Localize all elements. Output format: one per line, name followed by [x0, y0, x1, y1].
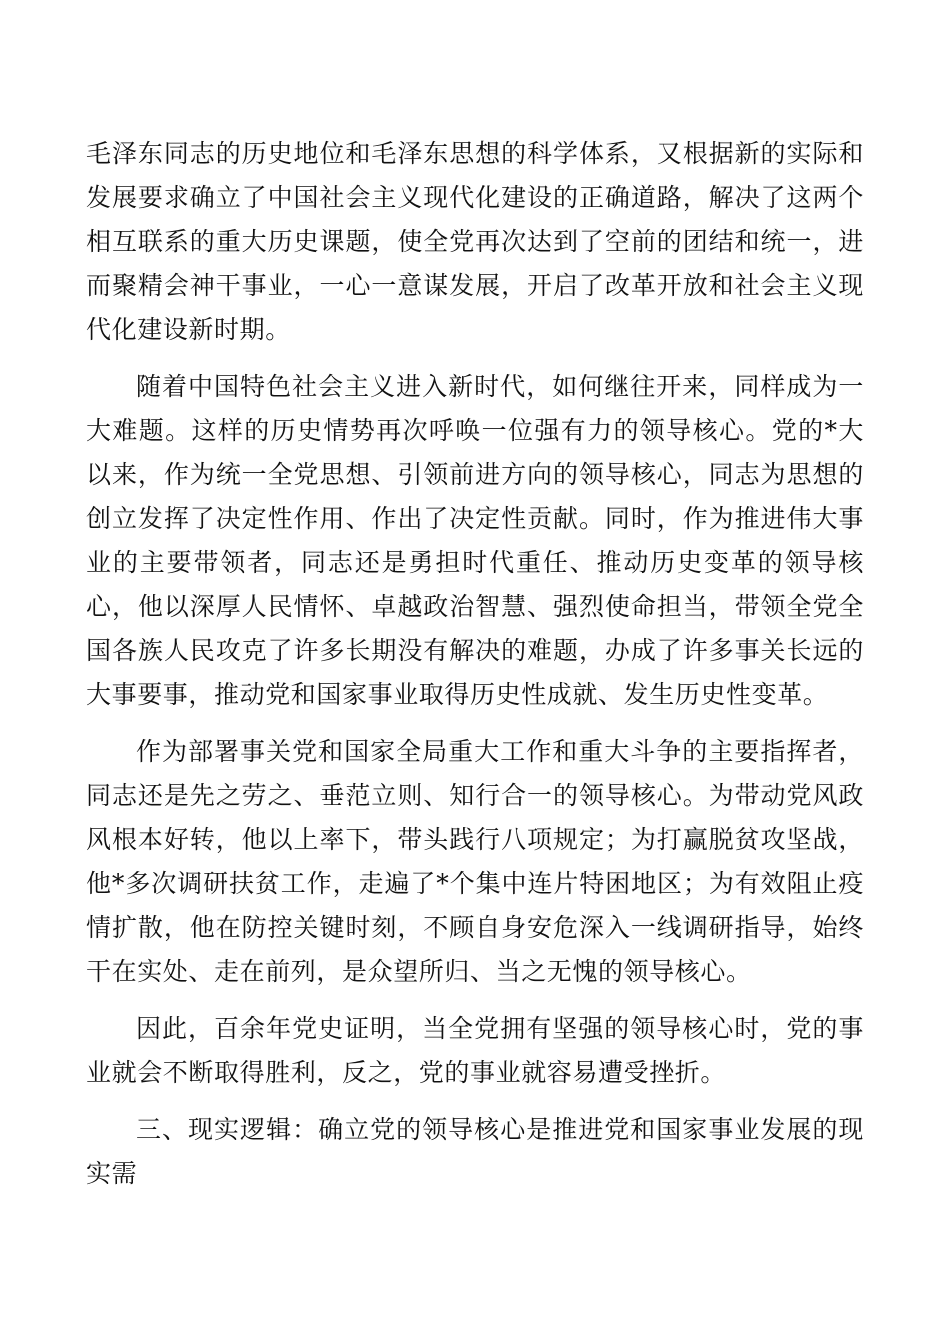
- paragraph-conclusion: 因此，百余年党史证明，当全党拥有坚强的领导核心时，党的事业就会不断取得胜利，反之，党的事业就容易遭受挫折。: [86, 1014, 864, 1087]
- document-body: [86, 132, 864, 1196]
- paragraph-new-era: 随着中国特色社会主义进入新时代，如何继往开来，同样成为一大难题。这样的历史情势再次呼唤一位强有力的领导核心。党的*大以来，作为统一全党思想、引领前进方向的领导核心，同志为思想的创立发挥了决定性作用、作出了决定性贡献。同时，作为推进伟大事业的主要带领者，同志还是勇担时代重任、推动历史变革的领导核心，他以深厚人民情怀、卓越政治智慧、强烈使命担当，带领全党全国各族人民攻克了许多长期没有解决的难题，办成了许多事关长远的大事要事，推动党和国家事业取得历史性成就、发生历史性变革。: [86, 372, 864, 709]
- paragraph-commander: 作为部署事关党和国家全局重大工作和重大斗争的主要指挥者，同志还是先之劳之、垂范立则、知行合一的领导核心。为带动党风政风根本好转，他以上率下，带头践行八项规定；为打赢脱贫攻坚战，他*多次调研扶贫工作，走遍了*个集中连片特困地区；为有效阻止疫情扩散，他在防控关键时刻，不顾自身安危深入一线调研指导，始终干在实处、走在前列，是众望所归、当之无愧的领导核心。: [86, 737, 864, 986]
- paragraph-continued: 毛泽东同志的历史地位和毛泽东思想的科学体系，又根据新的实际和发展要求确立了中国社会主义现代化建设的正确道路，解决了这两个相互联系的重大历史课题，使全党再次达到了空前的团结和统一，进而聚精会神干事业，一心一意谋发展，开启了改革开放和社会主义现代化建设新时期。: [86, 139, 864, 344]
- section-heading-three: 三、现实逻辑：确立党的领导核心是推进党和国家事业发展的现实需: [86, 1115, 864, 1188]
